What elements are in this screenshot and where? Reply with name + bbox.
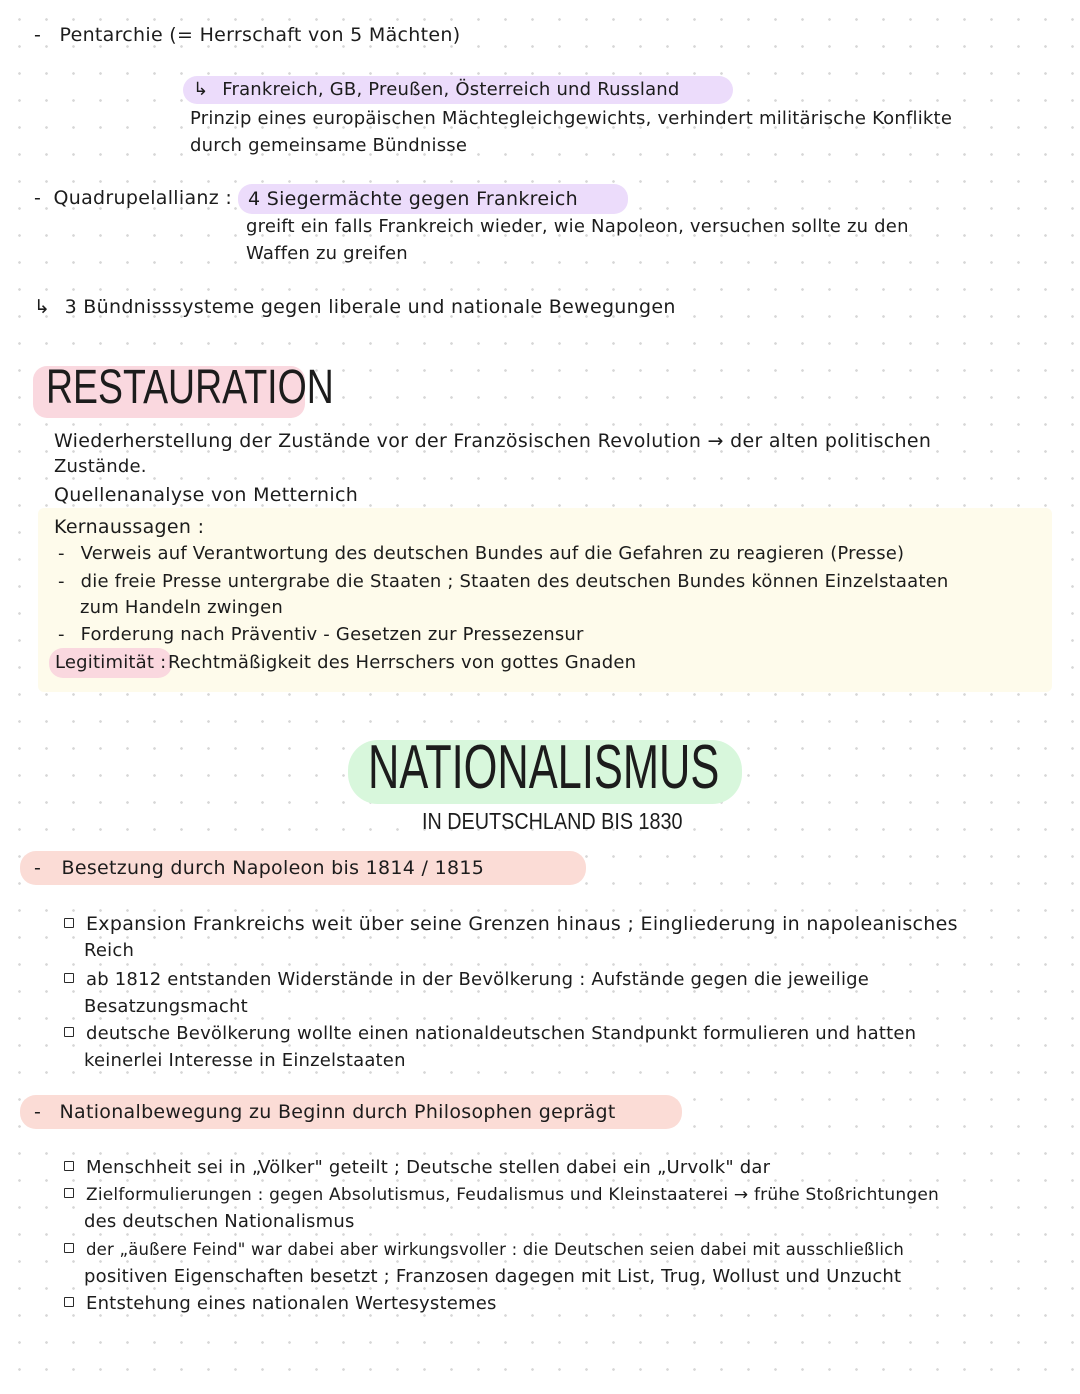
section2-item	[64, 1157, 770, 1178]
square-bullet-icon	[64, 1243, 74, 1253]
kernaussage-text: Forderung nach Präventiv - Gesetzen zur Pressezensur	[80, 624, 584, 645]
section1-item-cont: keinerlei Interesse in Einzelstaaten	[84, 1050, 406, 1071]
restauration-line3: Quellenanalyse von Metternich	[54, 484, 359, 506]
section2-title: Nationalbewegung zu Beginn durch Philosophen geprägt	[59, 1101, 616, 1123]
section2-item-text: Zielformulierungen : gegen Absolutismus, Feudalismus und Kleinstaaterei → frühe Stoßrichtungen	[86, 1185, 939, 1205]
square-bullet-icon	[64, 1027, 74, 1037]
section2-item	[64, 1239, 904, 1260]
bullet-dash: -	[58, 571, 65, 592]
pentarchie-members-highlight	[183, 76, 733, 104]
bullet-dash: -	[34, 24, 42, 46]
section2-item-text: Entstehung eines nationalen Wertesystemes	[86, 1293, 497, 1314]
section1-item-text: ab 1812 entstanden Widerstände in der Bevölkerung : Aufstände gegen die jeweilige	[86, 969, 870, 990]
section1-item-cont: Reich	[84, 940, 135, 961]
legitimitaet-label: Legitimität :	[49, 648, 172, 678]
quadrupel-highlight: 4 Siegermächte gegen Frankreich	[238, 184, 628, 214]
kernaussage-text: Verweis auf Verantwortung des deutschen Bundes auf die Gefahren zu reagieren (Presse)	[80, 543, 905, 564]
buendnis-text: 3 Bündnisssysteme gegen liberale und nationale Bewegungen	[64, 296, 676, 318]
kernaussage-item	[58, 543, 904, 564]
kernaussage-text-cont: zum Handeln zwingen	[80, 597, 284, 618]
quadrupel-label: Quadrupelallianz :	[53, 187, 233, 209]
square-bullet-icon	[64, 1297, 74, 1307]
section2-item-text: der „äußere Feind" war dabei aber wirkungsvoller : die Deutschen seien dabei mit ausschließlich	[86, 1240, 905, 1259]
section1-item	[64, 1023, 916, 1044]
section1-item	[64, 913, 958, 935]
bullet-dash: -	[34, 1101, 42, 1123]
bullet-dash: -	[34, 187, 42, 209]
section2-item-cont: positiven Eigenschaften besetzt ; Franzosen dagegen mit List, Trug, Wollust und Unzucht	[84, 1266, 902, 1287]
section1-item	[64, 969, 869, 990]
section1-item-cont: Besatzungsmacht	[84, 996, 248, 1017]
square-bullet-icon	[64, 1161, 74, 1171]
legitimitaet-text: Rechtmäßigkeit des Herrschers von gottes Gnaden	[168, 652, 637, 673]
quadrupel-label-line	[34, 187, 232, 209]
bullet-dash: -	[58, 624, 65, 645]
nationalismus-subheading: IN DEUTSCHLAND BIS 1830	[422, 808, 683, 834]
section2-item	[64, 1293, 497, 1314]
square-bullet-icon	[64, 1188, 74, 1198]
restauration-heading: RESTAURATION	[46, 361, 334, 414]
section2-title-line	[34, 1101, 616, 1123]
kernaussage-item	[58, 624, 584, 645]
pentarchie-members: Frankreich, GB, Preußen, Österreich und Russland	[222, 79, 680, 100]
quadrupel-line2: Waffen zu greifen	[246, 243, 408, 264]
arrow-icon: ↳	[34, 296, 51, 318]
section1-title: Besetzung durch Napoleon bis 1814 / 1815	[61, 857, 485, 879]
pentarchie-line1: Prinzip eines europäischen Mächtegleichgewichts, verhindert militärische Konflikte	[190, 108, 953, 129]
kernaussage-text: die freie Presse untergrabe die Staaten ; Staaten des deutschen Bundes können Einzelstaaten	[80, 571, 949, 592]
pentarchie-line2: durch gemeinsame Bündnisse	[190, 135, 468, 156]
square-bullet-icon	[64, 918, 74, 928]
pentarchie-title-line	[34, 24, 460, 46]
arrow-icon: ↳	[193, 79, 209, 100]
pentarchie-title: Pentarchie (= Herrschaft von 5 Mächten)	[59, 24, 461, 46]
section1-title-line	[34, 857, 484, 879]
section2-item	[64, 1184, 939, 1205]
restauration-line2: Zustände.	[54, 456, 147, 477]
nationalismus-heading: NATIONALISMUS	[368, 733, 720, 802]
restauration-line1: Wiederherstellung der Zustände vor der Französischen Revolution → der alten politischen	[54, 430, 932, 452]
quadrupel-line1: greift ein falls Frankreich wieder, wie Napoleon, versuchen sollte zu den	[246, 216, 909, 237]
bullet-dash: -	[34, 857, 42, 879]
section2-item-text: Menschheit sei in „Völker" geteilt ; Deutsche stellen dabei ein „Urvolk" dar	[86, 1157, 771, 1178]
section2-item-cont: des deutschen Nationalismus	[84, 1211, 355, 1232]
section1-item-text: Expansion Frankreichs weit über seine Grenzen hinaus ; Eingliederung in napoleanisches	[86, 913, 958, 935]
section1-item-text: deutsche Bevölkerung wollte einen nationaldeutschen Standpunkt formulieren und hatten	[86, 1023, 917, 1044]
kernaussagen-label: Kernaussagen :	[54, 516, 205, 538]
bullet-dash: -	[58, 543, 65, 564]
square-bullet-icon	[64, 973, 74, 983]
buendnis-line	[34, 296, 676, 318]
kernaussage-item	[58, 571, 949, 592]
